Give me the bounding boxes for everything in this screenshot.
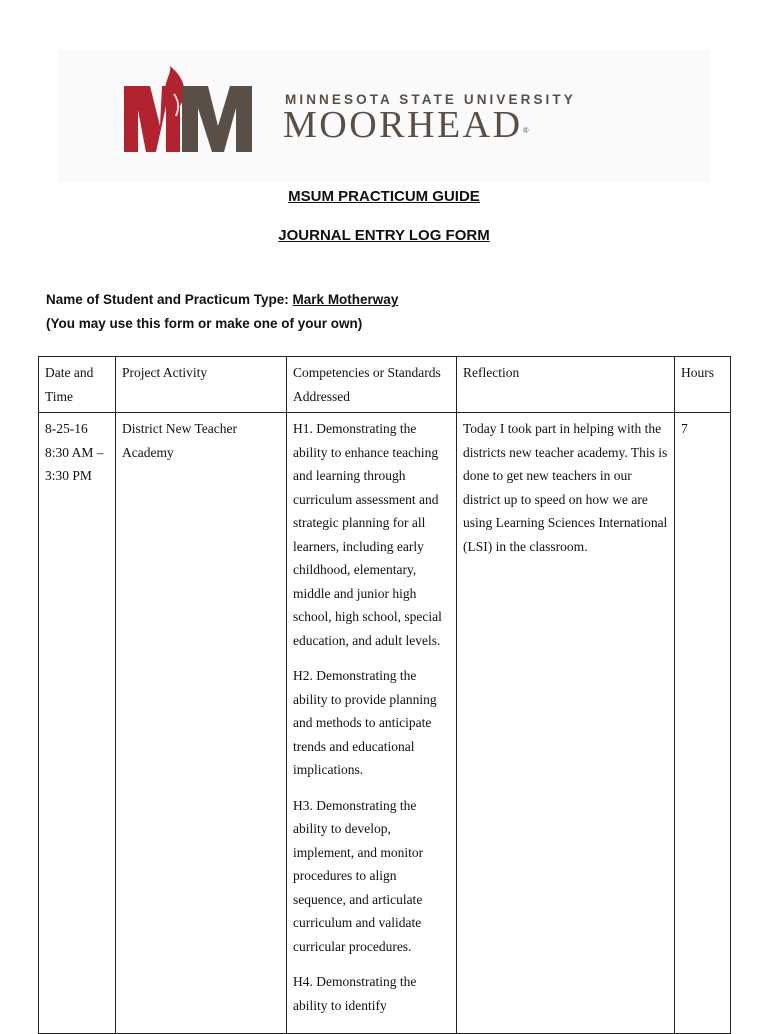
cell-date-time — [39, 413, 116, 1034]
table-header-row — [39, 357, 731, 413]
entry-time: 8:30 AM – 3:30 PM — [45, 444, 104, 483]
competency-item: H4. Demonstrating the ability to identify — [293, 974, 417, 1013]
journal-log-table — [38, 356, 731, 1034]
form-title: JOURNAL ENTRY LOG FORM — [278, 227, 490, 244]
cell-reflection: Today I took part in helping with the districts new teacher academy. This is done to get new teachers in our district up to speed on how we are using Learning Sciences International (LSI) in the classroom. — [457, 413, 675, 1034]
header-competencies: Competencies or Standards Addressed — [287, 357, 457, 413]
logo-university-line: MINNESOTA STATE UNIVERSITY — [285, 92, 576, 107]
header-activity: Project Activity — [116, 357, 287, 413]
form-note: (You may use this form or make one of your own) — [46, 316, 363, 331]
student-name: Mark Motherway — [292, 292, 399, 307]
header-hours: Hours — [675, 357, 731, 413]
header-date-time: Date and Time — [39, 357, 116, 413]
competency-item: H1. Demonstrating the ability to enhance teaching and learning through curriculum assessment and strategic planning for all learners, including early childhood, elementary, middle and junior high school, high school, special education, and adult levels. — [293, 421, 442, 648]
registered-mark: ® — [522, 126, 529, 135]
cell-competencies — [287, 413, 457, 1034]
student-line — [46, 292, 398, 307]
competency-item: H3. Demonstrating the ability to develop, implement, and monitor procedures to align sequence, and articulate curriculum and validate curricular procedures. — [293, 797, 424, 954]
cell-hours: 7 — [675, 413, 731, 1034]
table-row — [39, 413, 731, 1034]
cell-activity: District New Teacher Academy — [116, 413, 287, 1034]
competency-item: H2. Demonstrating the ability to provide planning and methods to anticipate trends and educational implications. — [293, 668, 437, 777]
guide-title: MSUM PRACTICUM GUIDE — [288, 188, 480, 205]
logo-campus-line: MOORHEAD® — [283, 104, 529, 146]
msum-logo-icon — [122, 66, 254, 154]
student-label: Name of Student and Practicum Type: — [46, 292, 293, 307]
entry-date: 8-25-16 — [45, 421, 88, 436]
header-reflection: Reflection — [457, 357, 675, 413]
